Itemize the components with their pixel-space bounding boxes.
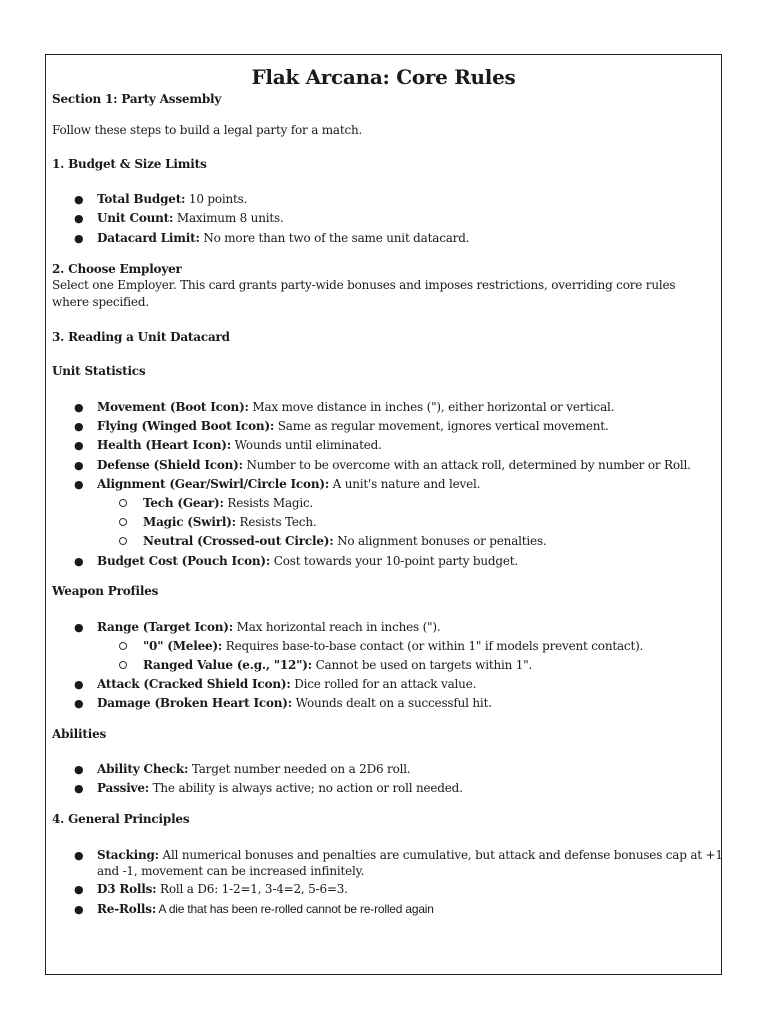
bullet: ● [74, 478, 84, 491]
bullet: ● [74, 212, 84, 225]
bullet: ● [74, 782, 84, 795]
sub-bullet [119, 638, 127, 655]
unit-statistics-heading: Unit Statistics [52, 364, 146, 378]
bullet: ● [74, 401, 84, 414]
list-item: Budget Cost (Pouch Icon): Cost towards your 10-point party budget. [97, 554, 519, 568]
list-item: Stacking: All numerical bonuses and penalties are cumulative, but attack and defense bonuses cap at +1 [97, 848, 723, 862]
employer-text: Select one Employer. This card grants party-wide bonuses and imposes restrictions, overriding core rules where specified. [52, 278, 676, 309]
sub-list-item: Magic (Swirl): Resists Tech. [143, 515, 317, 529]
list-item: Alignment (Gear/Swirl/Circle Icon): A unit's nature and level. [97, 477, 481, 491]
list-item: Re-Rolls: A die that has been re-rolled cannot be re-rolled again [97, 902, 434, 916]
document-page [45, 54, 722, 975]
list-item: Range (Target Icon): Max horizontal reach in inches ("). [97, 620, 441, 634]
abilities-heading: Abilities [52, 727, 107, 741]
section-heading: Section 1: Party Assembly [52, 92, 222, 106]
intro-text: Follow these steps to build a legal party for a match. [52, 123, 363, 137]
list-item: D3 Rolls: Roll a D6: 1-2=1, 3-4=2, 5-6=3. [97, 882, 348, 896]
list-item: Defense (Shield Icon): Number to be overcome with an attack roll, determined by number or Roll. [97, 458, 691, 472]
budget-heading: 1. Budget & Size Limits [52, 157, 207, 171]
bullet: ● [74, 459, 84, 472]
list-item: Movement (Boot Icon): Max move distance in inches ("), either horizontal or vertical. [97, 400, 615, 414]
bullet: ● [74, 555, 84, 568]
bullet: ● [74, 903, 84, 916]
bullet: ● [74, 697, 84, 710]
datacard-heading: 3. Reading a Unit Datacard [52, 330, 230, 344]
bullet: ● [74, 439, 84, 452]
bullet: ● [74, 420, 84, 433]
list-item: Health (Heart Icon): Wounds until eliminated. [97, 438, 382, 452]
sub-bullet [119, 495, 127, 512]
sub-bullet [119, 657, 127, 674]
sub-list-item: Neutral (Crossed-out Circle): No alignment bonuses or penalties. [143, 534, 547, 548]
bullet: ● [74, 763, 84, 776]
sub-list-item: Ranged Value (e.g., "12"): Cannot be used on targets within 1". [143, 658, 533, 672]
employer-heading: 2. Choose Employer [52, 262, 182, 276]
list-item: Total Budget: 10 points. [97, 192, 248, 206]
list-item: Passive: The ability is always active; no action or roll needed. [97, 781, 463, 795]
list-item: Ability Check: Target number needed on a 2D6 roll. [97, 762, 411, 776]
list-item: Datacard Limit: No more than two of the same unit datacard. [97, 231, 470, 245]
list-item-continuation: and -1, movement can be increased infinitely. [97, 864, 365, 878]
list-item: Damage (Broken Heart Icon): Wounds dealt on a successful hit. [97, 696, 492, 710]
bullet: ● [74, 621, 84, 634]
sub-list-item: Tech (Gear): Resists Magic. [143, 496, 314, 510]
document-title: Flak Arcana: Core Rules [251, 65, 516, 89]
bullet: ● [74, 193, 84, 206]
list-item: Flying (Winged Boot Icon): Same as regular movement, ignores vertical movement. [97, 419, 609, 433]
bullet: ● [74, 883, 84, 896]
bullet: ● [74, 849, 84, 862]
sub-bullet [119, 514, 127, 531]
weapon-profiles-heading: Weapon Profiles [52, 584, 159, 598]
list-item: Unit Count: Maximum 8 units. [97, 211, 284, 225]
list-item: Attack (Cracked Shield Icon): Dice rolled for an attack value. [97, 677, 477, 691]
sub-list-item: "0" (Melee): Requires base-to-base contact (or within 1" if models prevent contact). [143, 639, 644, 653]
bullet: ● [74, 678, 84, 691]
bullet: ● [74, 232, 84, 245]
sub-bullet [119, 533, 127, 550]
general-principles-heading: 4. General Principles [52, 812, 190, 826]
